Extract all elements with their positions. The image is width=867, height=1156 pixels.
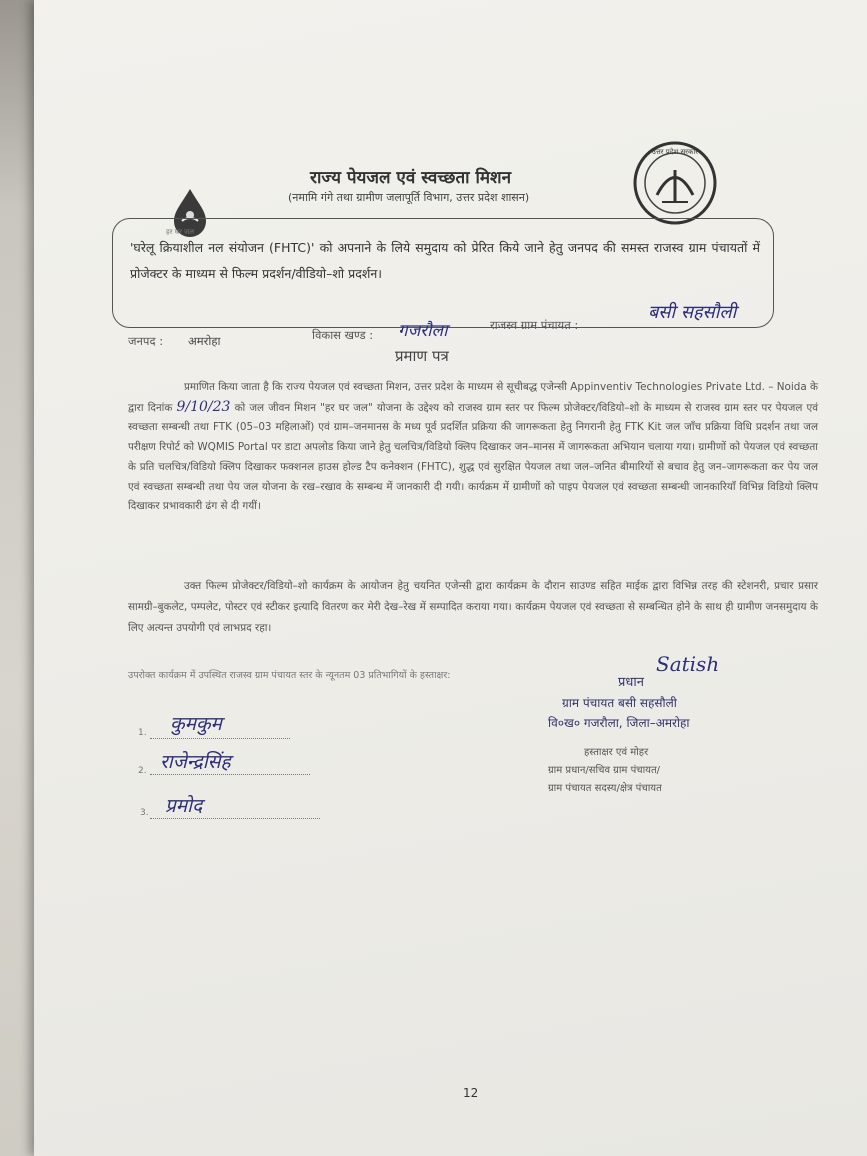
body-p1-rest: को जल जीवन मिशन "हर घर जल" योजना के उद्देश्य को राजस्व ग्राम स्तर पर फिल्म प्रोजेक्टर/विडियो–शो के माध्यम से राजस्व ग्राम स्तर पर पेयजल एवं स्वच्छता सम्बन्धी तथा FTK (05–03 महिलाओं) एवं ग्राम–जनमानस के मध्य पूर्व प्रदर्शित प्रक्रिया की जागरूकता हेतु निगरानी हेतु FTK Kit जल जाँच प्रक्रिया विधि प्रदर्शन तथा जल परीक्षण रिपोर्ट को WQMIS Portal पर डाटा अपलोड किया जाने हेतु चलचित्र/विडियो क्लिप दिखाकर जन–मानस में जागरूकता अभियान चलाया गया। ग्रामीणों को पेयजल एवं स्वच्छता के प्रति चलचित्र/विडियो क्लिप दिखाकर फक्शनल हाउस होल्ड टैप कनेक्शन (FHTC), शुद्ध एवं सुरक्षित पेयजल तथा जल–जनित बीमारियों से बचाव हेतु जन–जागरूकता कर पेय जल एवं स्वच्छता सम्बन्धी तथा पेय जल योजना के रख–रखाव के सम्बन्ध में जानकारी दी गयी। कार्यक्रम में ग्रामीणों को पाइप पेयजल एवं स्वच्छता सम्बन्धी जानकारियाँ विभिन्न विडियो क्लिप दिखाकर प्रभावकारी ढंग से दी गयीं। bbox=[128, 401, 818, 513]
signature-caption-3: ग्राम पंचायत सदस्य/क्षेत्र पंचायत bbox=[548, 783, 662, 794]
participant-2-signature: राजेन्द्रसिंह bbox=[160, 751, 231, 773]
district-value: अमरोहा bbox=[188, 334, 221, 348]
block-value: गजरौला bbox=[398, 321, 448, 341]
participant-1-signature: कुमकुम bbox=[170, 713, 222, 735]
participant-3-signature: प्रमोद bbox=[165, 795, 203, 817]
participants-note: उपरोक्त कार्यक्रम में उपस्थित राजस्व ग्राम पंचायत स्तर के न्यूनतम 03 प्रतिभागियों के हस्ताक्षर: bbox=[128, 670, 451, 681]
panchayat-label: राजस्व ग्राम पंचायत : bbox=[490, 318, 579, 332]
district-label: जनपद : bbox=[128, 334, 164, 348]
participant-1-number: 1. bbox=[138, 728, 147, 738]
seal-text: उत्तर प्रदेश सरकार bbox=[652, 148, 699, 156]
certificate-body bbox=[128, 378, 818, 519]
body-paragraph-1 bbox=[128, 378, 818, 517]
subject-text: 'घरेलू क्रियाशील नल संयोजन (FHTC)' को अपनाने के लिये समुदाय को प्रेरित किये जाने हेतु जनपद की समस्त राजस्व ग्राम पंचायतों में प्रोजेक्टर के माध्यम से फिल्म प्रदर्शन/वीडियो–शो प्रदर्शन। bbox=[130, 240, 760, 281]
signature-caption-1: हस्ताक्षर एवं मोहर bbox=[584, 747, 649, 758]
participant-2-number: 2. bbox=[138, 766, 147, 776]
participant-3-number: 3. bbox=[140, 808, 149, 818]
program-date: 9/10/23 bbox=[176, 398, 231, 415]
signature-caption-2: ग्राम प्रधान/सचिव ग्राम पंचायत/ bbox=[548, 765, 661, 776]
stamp-designation: प्रधान bbox=[618, 675, 644, 690]
stamp-panchayat: ग्राम पंचायत बसी सहसौली bbox=[562, 696, 677, 710]
block-label: विकास खण्ड : bbox=[312, 328, 374, 342]
pradhan-signature: Satish bbox=[656, 652, 720, 676]
left-logo-caption: हर घर जल bbox=[166, 228, 194, 236]
org-subtitle: (नमामि गंगे तथा ग्रामीण जलापूर्ति विभाग, उत्तर प्रदेश शासन) bbox=[288, 191, 530, 204]
stamp-block-district: वि०ख० गजरौला, जिला–अमरोहा bbox=[548, 716, 690, 730]
body-p1-start: प्रमाणित किया जाता है कि राज्य पेयजल एवं स्वच्छता मिशन, उत्तर प्रदेश के माध्यम से सूचीबद्ध एजेन्सी Appinventiv Technologies Private Ltd. – Noida के द्वारा दिनांक bbox=[128, 381, 818, 414]
org-title: राज्य पेयजल एवं स्वच्छता मिशन bbox=[310, 168, 512, 188]
body-paragraph-2: उक्त फिल्म प्रोजेक्टर/विडियो–शो कार्यक्रम के आयोजन हेतु चयनित एजेन्सी द्वारा कार्यक्रम के दौरान साउण्ड सहित माईक द्वारा विभिन्न तरह की स्टेशनरी, प्रचार प्रसार सामग्री–बुकलेट, पम्पलेट, पोस्टर एवं स्टीकर इत्यादि वितरण कर मेरी देख–रेख में सम्पादित कराया गया। कार्यक्रम पेयजल एवं स्वच्छता से सम्बन्धित होने के साथ ही ग्रामीण जनसमुदाय के लिए अत्यन्त उपयोगी एवं लाभप्रद रहा। bbox=[128, 580, 818, 634]
page-number: 12 bbox=[463, 1086, 479, 1100]
certificate-heading: प्रमाण पत्र bbox=[395, 347, 449, 365]
panchayat-value: बसी सहसौली bbox=[648, 302, 737, 323]
